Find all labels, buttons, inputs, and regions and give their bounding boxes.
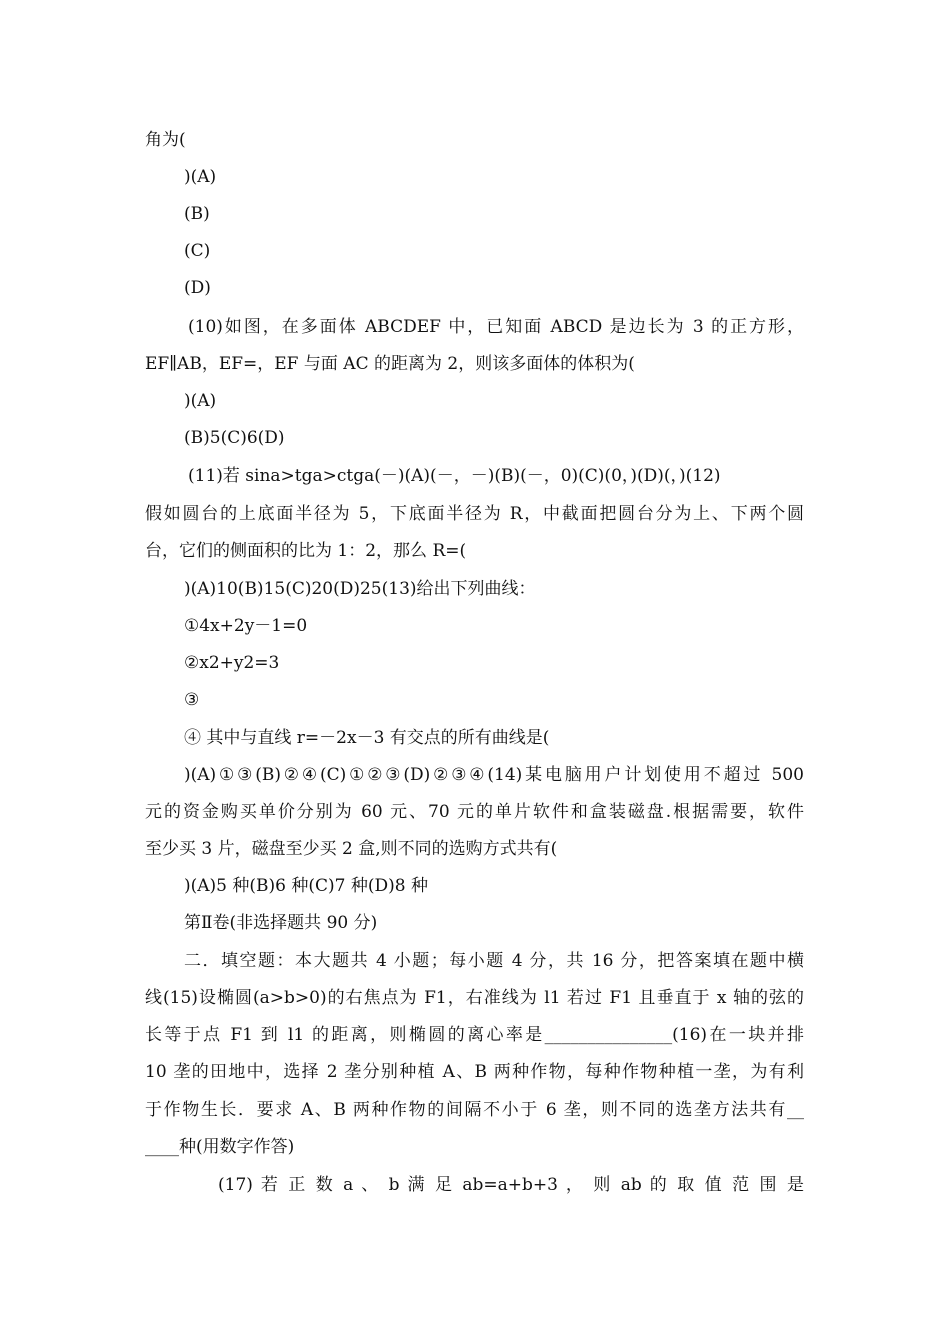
text-line: ____种(用数字作答) (145, 1137, 295, 1157)
text-line: 台，它们的侧面积的比为 1：2，那么 R=( (145, 541, 467, 561)
text-line: )(A) (184, 391, 217, 411)
text-line: ①4x+2y－1=0 (184, 616, 308, 636)
text-line: (17) 若 正 数 a 、 b 满 足 ab=a+b+3 ， 则 ab 的 取 值 范 围 是 (218, 1175, 804, 1195)
text-line: 元的资金购买单价分别为 60 元、70 元的单片软件和盒装磁盘.根据需要，软件 (145, 802, 804, 822)
text-line: 二．填空题：本大题共 4 小题；每小题 4 分，共 16 分，把答案填在题中横 (184, 951, 804, 971)
text-line: 假如圆台的上底面半径为 5，下底面半径为 R，中截面把圆台分为上、下两个圆 (145, 504, 804, 524)
text-line: (C) (184, 241, 211, 261)
text-line: 角为( (145, 130, 186, 150)
text-line: )(A)10(B)15(C)20(D)25(13)给出下列曲线： (184, 579, 536, 599)
text-line: ③ (184, 690, 200, 710)
text-line: EF∥AB，EF=，EF 与面 AC 的距离为 2，则该多面体的体积为( (145, 354, 635, 374)
text-line: )(A)5 种(B)6 种(C)7 种(D)8 种 (184, 876, 428, 896)
text-line: 于作物生长．要求 A、B 两种作物的间隔不小于 6 垄，则不同的选垄方法共有__ (145, 1100, 804, 1120)
text-line: (10)如图，在多面体 ABCDEF 中，已知面 ABCD 是边长为 3 的正方形， (188, 317, 804, 337)
text-line: 至少买 3 片，磁盘至少买 2 盒,则不同的选购方式共有( (145, 839, 558, 859)
text-line: 第Ⅱ卷(非选择题共 90 分) (184, 913, 378, 933)
text-line: 长等于点 F1 到 l1 的距离，则椭圆的离心率是_______________(16)在一块并排 (145, 1025, 804, 1045)
text-line: (11)若 sina>tga>ctga(－)(A)(－，－)(B)(－，0)(C)(0，)(D)(，)(12) (188, 466, 721, 486)
text-line: (B) (184, 204, 210, 224)
text-line: 10 垄的田地中，选择 2 垄分别种植 A、B 两种作物，每种作物种植一垄，为有利 (145, 1062, 804, 1082)
text-line: ④ 其中与直线 r=－2x－3 有交点的所有曲线是( (184, 728, 550, 748)
text-line: 线(15)设椭圆(a>b>0)的右焦点为 F1，右准线为 l1 若过 F1 且垂直于 x 轴的弦的 (145, 988, 804, 1008)
text-line: )(A)①③(B)②④(C)①②③(D)②③④(14)某电脑用户计划使用不超过 500 (184, 765, 804, 785)
text-line: (D) (184, 278, 211, 298)
text-line: ②x2+y2=3 (184, 653, 280, 673)
text-line: (B)5(C)6(D) (184, 428, 285, 448)
text-line: )(A) (184, 167, 217, 187)
